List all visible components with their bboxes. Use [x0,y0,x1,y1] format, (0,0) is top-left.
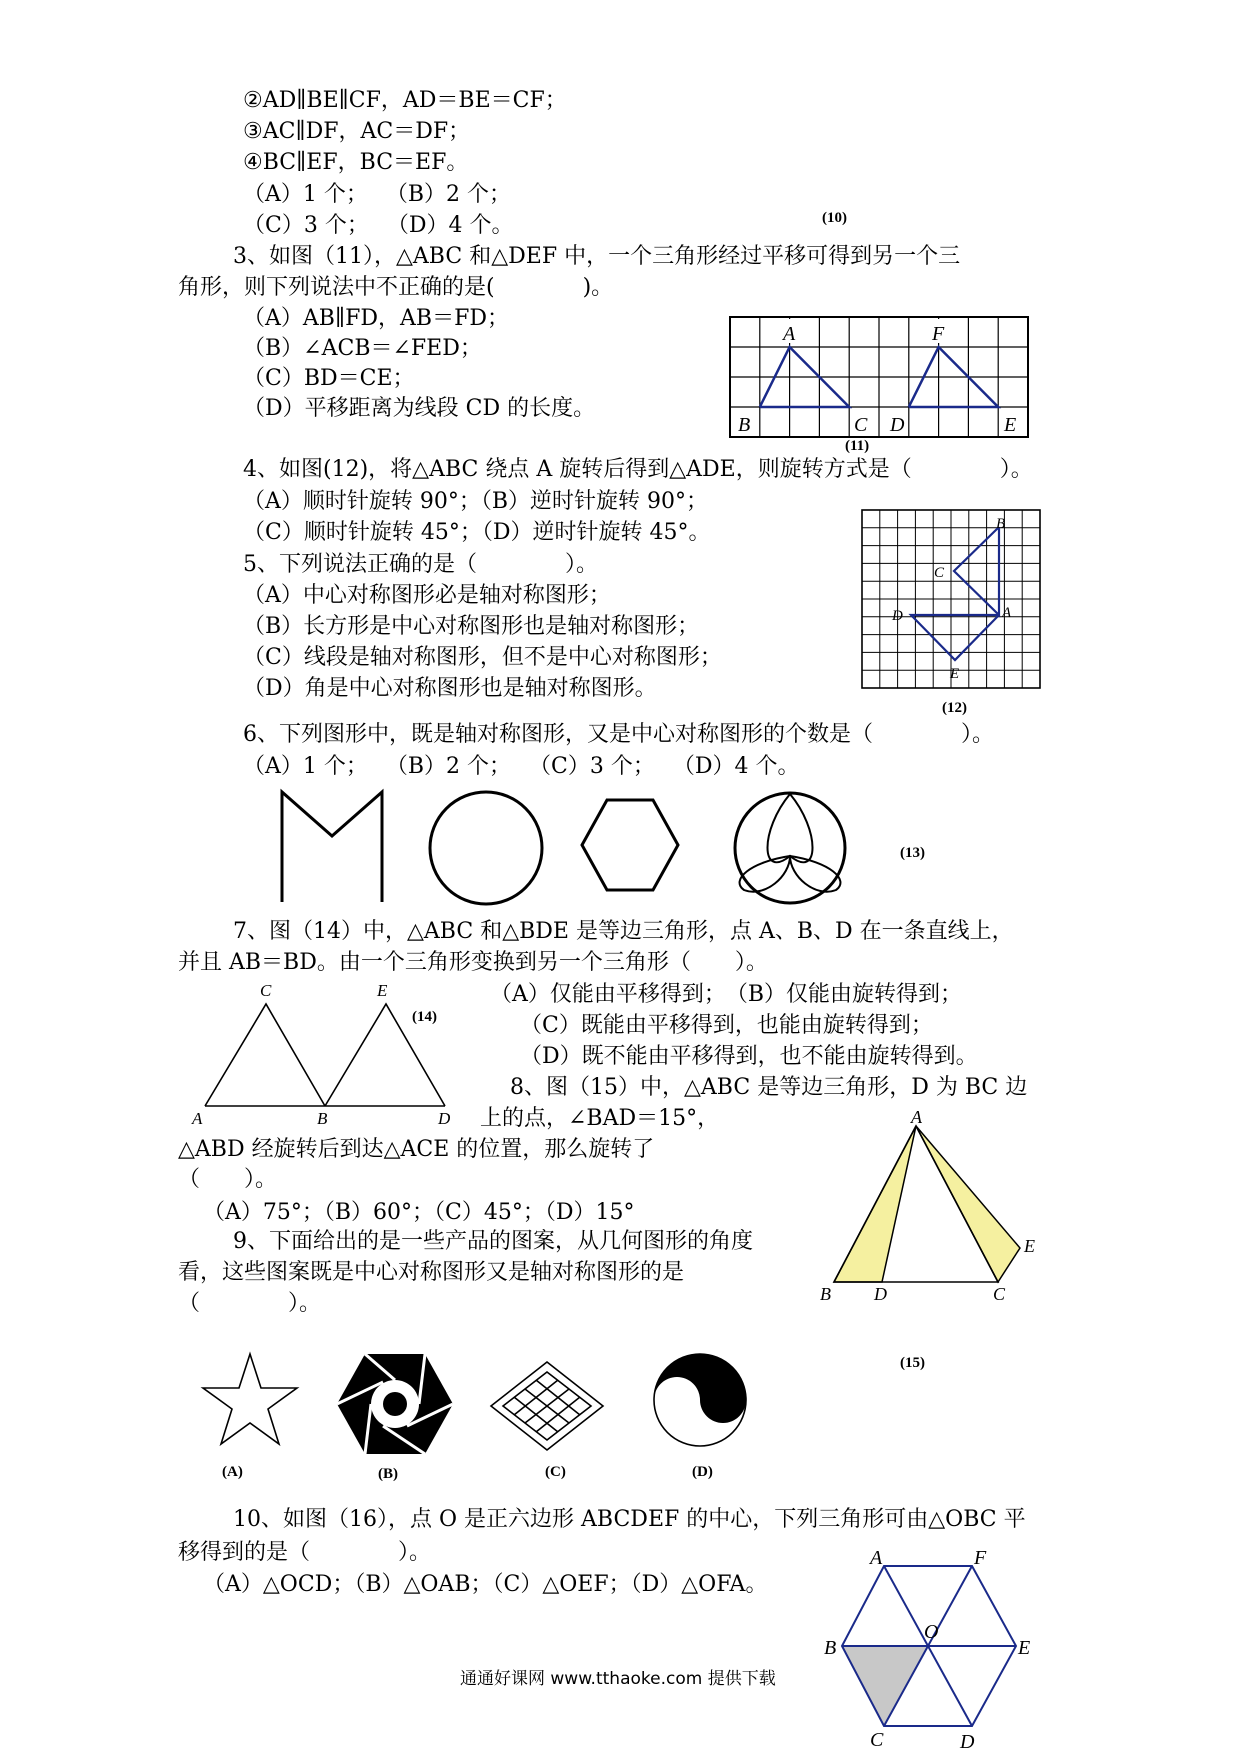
svg-text:A: A [783,323,796,345]
q10-options: （A）△OCD；（B）△OAB；（C）△OEF；（D）△OFA。 [203,1572,768,1597]
statement-2: ②AD∥BE∥CF，AD＝BE＝CF； [243,88,567,113]
svg-text:C: C [870,1729,884,1751]
figure-14 [190,982,460,1127]
svg-text:O: O [924,1621,939,1643]
svg-text:C: C [993,1284,1006,1304]
q9-stem-3: （ ）。 [178,1291,322,1316]
svg-text:D: D [874,1284,887,1304]
svg-text:B: B [317,1109,328,1128]
m-shape [282,792,382,902]
svg-text:C: C [260,981,272,1000]
hexagon-shape [582,800,678,890]
footer: 通通好课网 www.tthaoke.com 提供下载 [460,1669,776,1689]
q7-option-c: （C）既能由平移得到，也能由旋转得到； [520,1013,933,1038]
q9-star-icon [200,1350,300,1450]
q8-stem-3: △ABD 经旋转后到达△ACE 的位置，那么旋转了 [178,1137,655,1162]
statement-4: ④BC∥EF，BC＝EF。 [243,150,469,175]
svg-text:F: F [932,323,945,345]
q6-options: （A）1 个； （B）2 个； （C）3 个； （D）4 个。 [243,754,800,779]
q9-aperture-icon [335,1350,455,1460]
svg-text:B: B [824,1637,837,1659]
q2-options-ab: （A）1 个； （B）2 个； [243,182,512,207]
q9-caption-a: (A) [222,1464,243,1480]
q8-stem-4: （ ）。 [178,1167,278,1192]
q7-option-d: （D）既不能由平移得到，也不能由旋转得到。 [520,1044,978,1069]
q3-option-d: （D）平移距离为线段 CD 的长度。 [243,396,596,421]
q5-stem: 5、下列说法正确的是（ ）。 [243,552,598,577]
q10-stem-1: 10、如图（16），点 O 是正六边形 ABCDEF 的中心，下列三角形可由△OBC 平 [233,1507,1026,1532]
statement-3: ③AC∥DF，AC＝DF； [243,119,471,144]
q4-options-ab: （A）顺时针旋转 90°；（B）逆时针旋转 90°； [243,489,709,514]
svg-text:A: A [911,1107,922,1127]
q9-caption-c: (C) [545,1464,566,1480]
q4-options-cd: （C）顺时针旋转 45°；（D）逆时针旋转 45°。 [243,520,711,545]
q9-stem-2: 看，这些图案既是中心对称图形又是轴对称图形的是 [178,1260,685,1285]
q9-caption-b: (B) [378,1466,398,1482]
figure-11-caption: (11) [845,438,870,454]
q3-stem-1: 3、如图（11），△ABC 和△DEF 中，一个三角形经过平移可得到另一个三 [233,244,961,269]
svg-text:E: E [1024,1236,1035,1256]
svg-text:B: B [996,516,1006,532]
svg-text:A: A [1002,605,1012,621]
q3-option-a: （A）AB∥FD，AB＝FD； [243,306,509,331]
svg-text:D: D [890,414,905,436]
q3-option-b: （B）∠ACB＝∠FED； [243,336,482,361]
q8-options: （A）75°；（B）60°；（C）45°；（D）15° [203,1200,635,1225]
q9-caption-d: (D) [692,1464,713,1480]
q9-knot-icon [487,1358,607,1453]
q5-option-a: （A）中心对称图形必是轴对称图形； [243,583,611,608]
q3-stem-2: 角形，则下列说法中不正确的是( )。 [178,275,614,300]
figure-15 [810,1108,1050,1308]
q7-stem-1: 7、图（14）中，△ABC 和△BDE 是等边三角形，点 A、B、D 在一条直线上， [233,919,1014,944]
figure-16 [820,1547,1040,1753]
q3-option-c: （C）BD＝CE； [243,366,415,391]
q6-stem: 6、下列图形中，既是轴对称图形，又是中心对称图形的个数是（ ）。 [243,722,994,747]
q2-options-cd: （C）3 个； （D）4 个。 [243,213,514,238]
figure-13-caption: (13) [900,845,925,861]
q9-stem-1: 9、下面给出的是一些产品的图案，从几何图形的角度 [233,1229,753,1254]
svg-text:F: F [974,1547,987,1569]
svg-text:D: D [438,1109,451,1128]
q5-option-b: （B）长方形是中心对称图形也是轴对称图形； [243,614,700,639]
svg-text:D: D [960,1731,975,1753]
svg-text:E: E [1018,1637,1031,1659]
figure-10-caption: (10) [822,210,847,226]
figure-14-caption: (14) [412,1009,437,1025]
svg-text:B: B [738,414,751,436]
q5-option-c: （C）线段是轴对称图形，但不是中心对称图形； [243,645,722,670]
q7-options-ab: （A）仅能由平移得到； （B）仅能由旋转得到； [490,982,963,1007]
svg-text:E: E [950,666,960,682]
svg-text:D: D [892,608,903,624]
svg-text:A: A [192,1109,203,1128]
svg-text:E: E [377,981,388,1000]
figure-11 [730,317,1030,447]
figure-12 [862,510,1042,690]
svg-text:E: E [1004,414,1017,436]
q5-option-d: （D）角是中心对称图形也是轴对称图形。 [243,676,657,701]
figure-13 [270,790,870,910]
svg-text:C: C [854,414,868,436]
figure-12-caption: (12) [942,700,967,716]
svg-text:B: B [820,1284,831,1304]
q4-stem: 4、如图(12)，将△ABC 绕点 A 旋转后得到△ADE，则旋转方式是（ ）。 [243,457,1033,482]
circle-shape [430,792,542,904]
q8-stem-1: 8、图（15）中，△ABC 是等边三角形，D 为 BC 边 [510,1075,1028,1100]
q8-stem-2: 上的点，∠BAD＝15°， [480,1106,720,1131]
q9-yin-yang-icon [650,1350,750,1450]
trefoil-circle [735,793,845,903]
q7-stem-2: 并且 AB＝BD。由一个三角形变换到另一个三角形（ ）。 [178,950,768,975]
q10-stem-2: 移得到的是（ ）。 [178,1540,432,1565]
svg-text:A: A [870,1547,883,1569]
svg-text:C: C [934,565,945,581]
figure-15-caption: (15) [900,1355,925,1371]
